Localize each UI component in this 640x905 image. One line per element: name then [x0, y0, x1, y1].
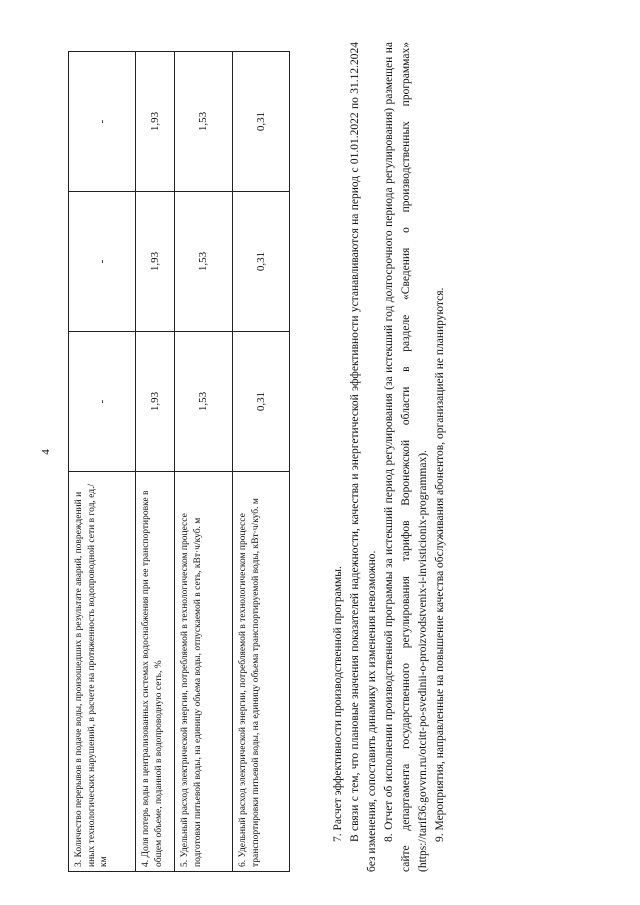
row-value: - — [69, 192, 136, 332]
indicators-table — [68, 51, 290, 872]
row-value: 1,53 — [175, 332, 233, 472]
table-row — [175, 52, 233, 872]
row-label: 5. Удельный расход электрической энергии, потребляемой в технологическом процессе подготовки питьевой воды, на единицу объема воды, отпускаемой в сеть, кВт·ч/куб. м — [175, 472, 233, 872]
row-value: 0,31 — [233, 332, 290, 472]
row-label: 4. Доля потерь воды в централизованных системах водоснабжения при ее транспортировке в общем объеме, поданной в водопроводную сеть, % — [136, 472, 175, 872]
rotated-content — [40, 32, 600, 872]
row-value: - — [69, 332, 136, 472]
row-value: 1,93 — [136, 52, 175, 192]
section-7-text: В связи с тем, что плановые значения показателей надежности, качества и энергетической эффективности устанавливаются на период с 01.01.2022 по 31.12.2024 без изменения, сопоставить динамику их изменения невозможно. — [349, 42, 378, 872]
page-number: 4 — [40, 449, 52, 455]
row-value: 0,31 — [233, 52, 290, 192]
table-row — [233, 52, 290, 872]
row-value: 1,93 — [136, 332, 175, 472]
section-8-text: 8. Отчет об исполнении производственной программы за истекший период регулирования (за истекший год долгосрочного периода регулирования) размещен на сайте департамента государственного регулирования тарифов Воронежской области в разделе «Сведения о производственных программах» (https://tarif36.govvrn.ru/otcitt-po-svedinii-o-proizvodstvenix-i-invisticionix-programmax). — [383, 42, 429, 872]
row-value: 1,93 — [136, 192, 175, 332]
table-row — [136, 52, 175, 872]
row-label: 6. Удельный расход электрической энергии, потребляемой в технологическом процессе транспортировки питьевой воды, на единицу объема транспортируемой воды, кВт·ч/куб. м — [233, 472, 290, 872]
section-9-text: 9. Мероприятия, направленные на повышение качества обслуживания абонентов, организацией не планируются. — [434, 287, 446, 842]
row-value: - — [69, 52, 136, 192]
row-label: 3. Количество перерывов в подаче воды, произошедших в результате аварий, повреждений и иных технологических нарушений, в расчете на протяженность водопроводной сети в год, ед./км — [69, 472, 136, 872]
row-value: 1,53 — [175, 52, 233, 192]
row-value: 0,31 — [233, 192, 290, 332]
row-value: 1,53 — [175, 192, 233, 332]
section-7-heading: 7. Расчет эффективности производственной программы. — [332, 566, 344, 842]
table-row — [69, 52, 136, 872]
body-text — [330, 42, 449, 872]
